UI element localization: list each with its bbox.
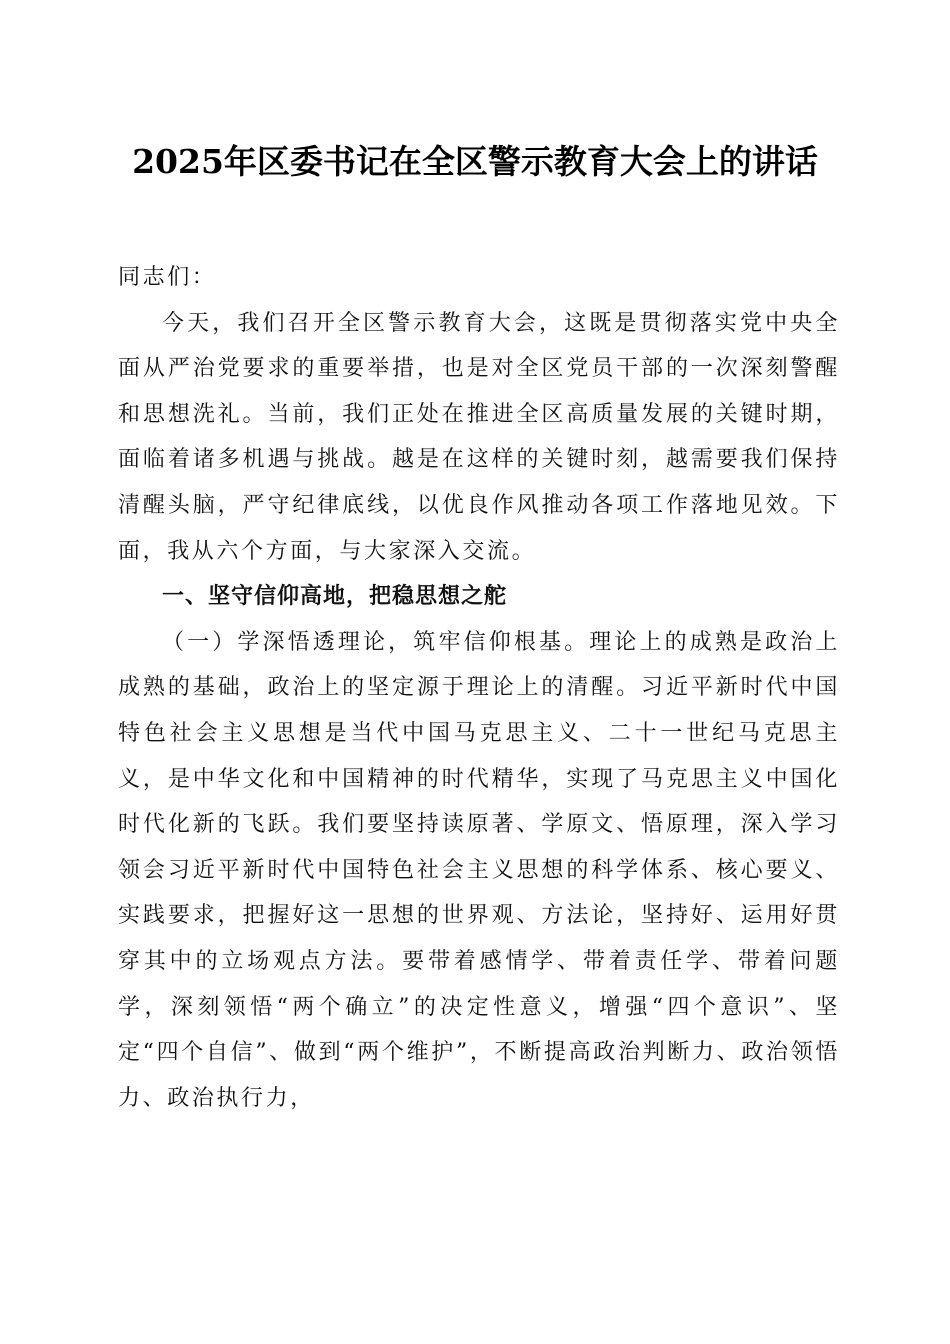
intro-paragraph: 今天，我们召开全区警示教育大会，这既是贯彻落实党中央全面从严治党要求的重要举措，也是对全区党员干部的一次深刻警醒和思想洗礼。当前，我们正处在推进全区高质量发展的关键时期，面临着诸多机遇与挑战。越是在这样的关键时刻，越需要我们保持清醒头脑，严守纪律底线，以优良作风推动各项工作落地见效。下面，我从六个方面，与大家深入交流。	[118, 310, 840, 564]
section-1-paragraph-1: （一）学深悟透理论，筑牢信仰根基。理论上的成熟是政治上成熟的基础，政治上的坚定源于理论上的清醒。习近平新时代中国特色社会主义思想是当代中国马克思主义、二十一世纪马克思主义，是中华文化和中国精神的时代精华，实现了马克思主义中国化时代化新的飞跃。我们要坚持读原著、学原文、悟原理，深入学习领会习近平新时代中国特色社会主义思想的科学体系、核心要义、实践要求，把握好这一思想的世界观、方法论，坚持好、运用好贯穿其中的立场观点方法。要带着感情学、带着责任学、带着问题学，深刻领悟“两个确立”的决定性意义，增强“四个意识”、坚定“四个自信”、做到“两个维护”，不断提高政治判断力、政治领悟力、政治执行力，	[118, 629, 840, 1111]
document-body	[118, 255, 840, 1121]
greeting: 同志们：	[118, 265, 217, 290]
document-title: 2025年区委书记在全区警示教育大会上的讲话	[132, 142, 818, 181]
section-heading-1: 一、坚守信仰高地，把稳思想之舵	[162, 584, 508, 610]
